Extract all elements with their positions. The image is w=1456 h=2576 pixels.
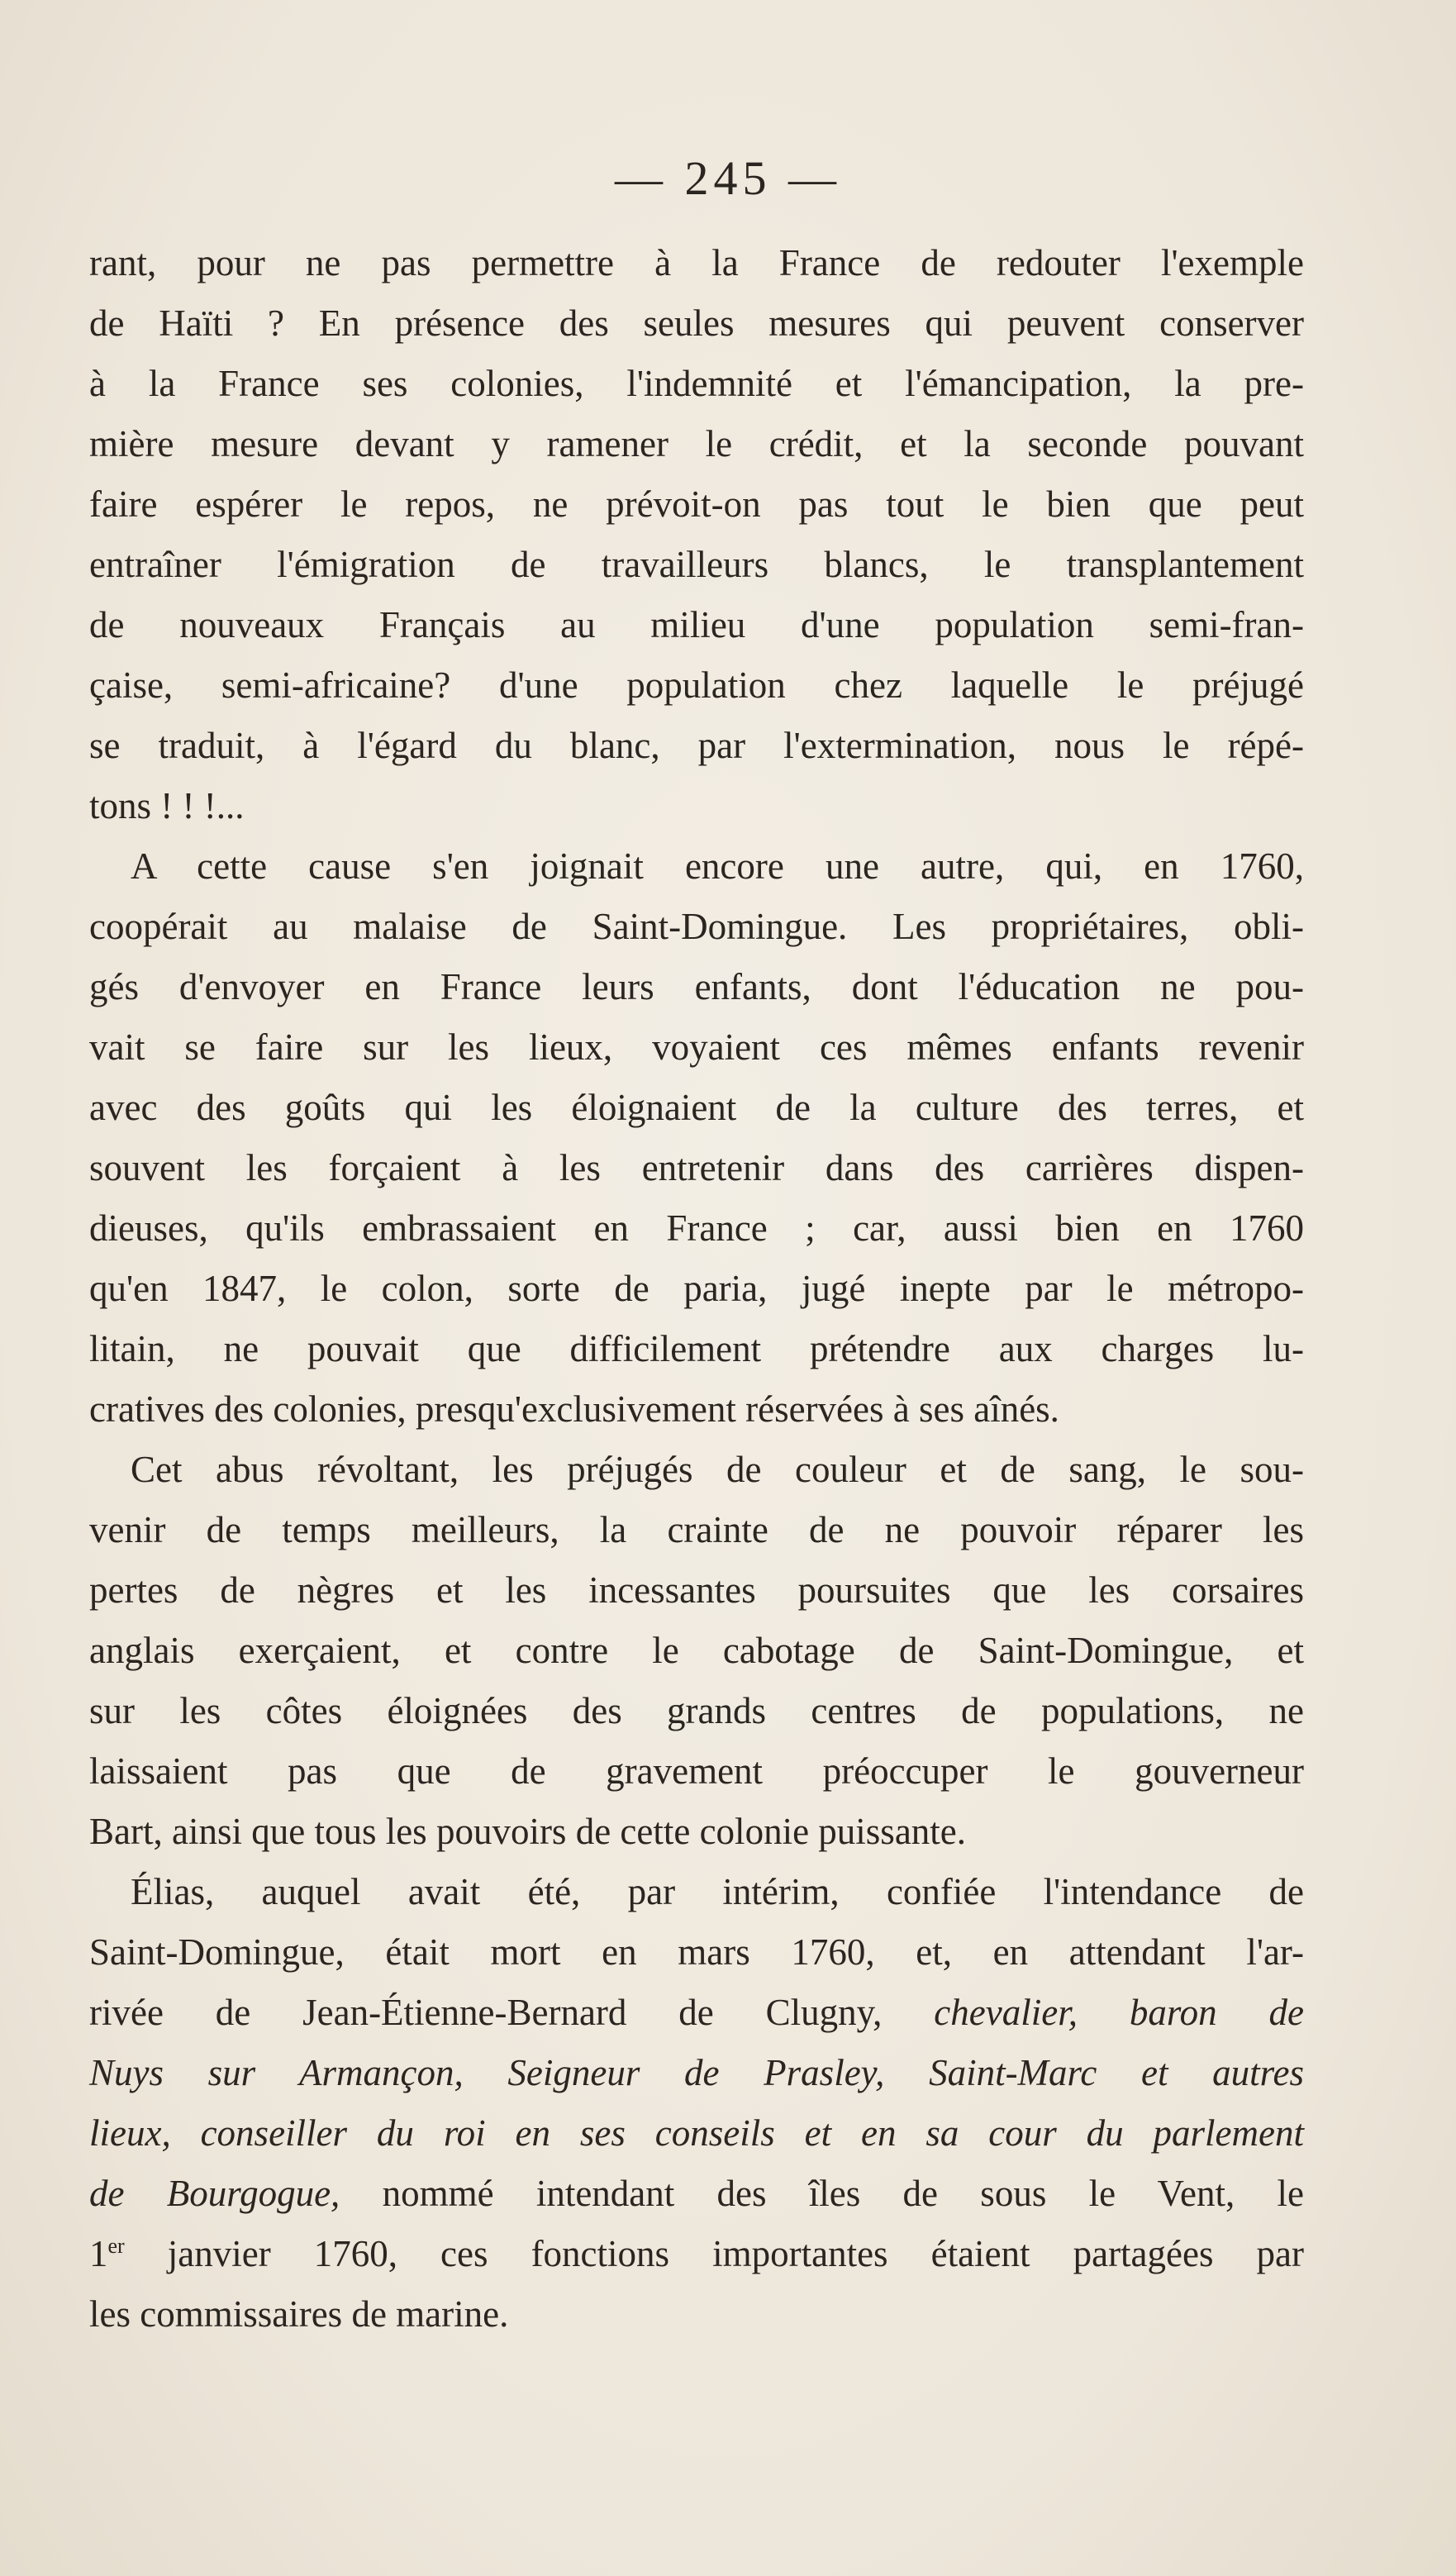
italic-title: de Bourgogue,: [89, 2173, 340, 2214]
text-line: Bart, ainsi que tous les pouvoirs de cette colonie puissante.: [89, 1811, 967, 1852]
text-line: avec des goûts qui les éloignaient de la culture des terres, et: [89, 1087, 1304, 1128]
text-line: pertes de nègres et les incessantes poursuites que les corsaires: [89, 1569, 1304, 1611]
text-line: les commissaires de marine.: [89, 2293, 509, 2335]
text-line: à la France ses colonies, l'indemnité et l'émancipation, la pre-: [89, 363, 1304, 404]
text-line: A cette cause s'en joignait encore une autre, qui, en 1760,: [131, 845, 1304, 887]
text-line: anglais exerçaient, et contre le cabotage de Saint-Domingue, et: [89, 1630, 1304, 1671]
text-line: faire espérer le repos, ne prévoit-on pas tout le bien que peut: [89, 483, 1304, 525]
text-line: entraîner l'émigration de travailleurs blancs, le transplantement: [89, 544, 1304, 585]
page-number: — 245 —: [615, 151, 841, 205]
text-line: venir de temps meilleurs, la crainte de ne pouvoir réparer les: [89, 1509, 1304, 1550]
text-line: Élias, auquel avait été, par intérim, confiée l'intendance de: [131, 1871, 1304, 1912]
text-segment: rivée de Jean-Étienne-Bernard de Clugny,: [89, 1992, 883, 2033]
text-line: litain, ne pouvait que difficilement prétendre aux charges lu-: [89, 1328, 1304, 1369]
body-text: [89, 233, 1304, 2345]
text-line: [89, 1983, 1304, 2043]
text-line: coopérait au malaise de Saint-Domingue. Les propriétaires, obli-: [89, 906, 1304, 947]
text-line: tons ! ! !...: [89, 785, 245, 826]
text-line: qu'en 1847, le colon, sorte de paria, jugé inepte par le métropo-: [89, 1268, 1304, 1309]
ordinal-number: 1: [89, 2233, 108, 2274]
text-line: vait se faire sur les lieux, voyaient ces mêmes enfants revenir: [89, 1026, 1304, 1068]
italic-title: chevalier, baron de: [934, 1992, 1304, 2033]
text-line: [89, 2224, 1304, 2284]
text-line: de Haïti ? En présence des seules mesures qui peuvent conserver: [89, 302, 1304, 344]
text-line: lieux, conseiller du roi en ses conseils et en sa cour du parlement: [89, 2112, 1304, 2154]
text-segment: janvier 1760, ces fonctions importantes étaient partagées par: [167, 2233, 1305, 2274]
text-line: gés d'envoyer en France leurs enfants, dont l'éducation ne pou-: [89, 966, 1304, 1007]
text-line: laissaient pas que de gravement préoccuper le gouverneur: [89, 1750, 1304, 1792]
text-line: Nuys sur Armançon, Seigneur de Prasley, Saint-Marc et autres: [89, 2052, 1304, 2093]
text-line: souvent les forçaient à les entretenir dans des carrières dispen-: [89, 1147, 1304, 1188]
text-line: Saint-Domingue, était mort en mars 1760, et, en attendant l'ar-: [89, 1931, 1304, 1973]
text-line: dieuses, qu'ils embrassaient en France ; car, aussi bien en 1760: [89, 1207, 1304, 1249]
text-line: mière mesure devant y ramener le crédit, et la seconde pouvant: [89, 423, 1304, 464]
text-line: sur les côtes éloignées des grands centres de populations, ne: [89, 1690, 1304, 1731]
text-line: çaise, semi-africaine? d'une population chez laquelle le préjugé: [89, 664, 1304, 706]
text-segment: nommé intendant des îles de sous le Vent, le: [382, 2173, 1305, 2214]
text-line: de nouveaux Français au milieu d'une population semi-fran-: [89, 604, 1304, 645]
text-line: cratives des colonies, presqu'exclusivement réservées à ses aînés.: [89, 1388, 1059, 1430]
text-line: rant, pour ne pas permettre à la France de redouter l'exemple: [89, 242, 1304, 283]
text-line: [89, 2164, 1304, 2224]
text-line: se traduit, à l'égard du blanc, par l'extermination, nous le répé-: [89, 725, 1304, 766]
ordinal-suffix: er: [107, 2234, 125, 2258]
text-line: Cet abus révoltant, les préjugés de couleur et de sang, le sou-: [131, 1449, 1304, 1490]
